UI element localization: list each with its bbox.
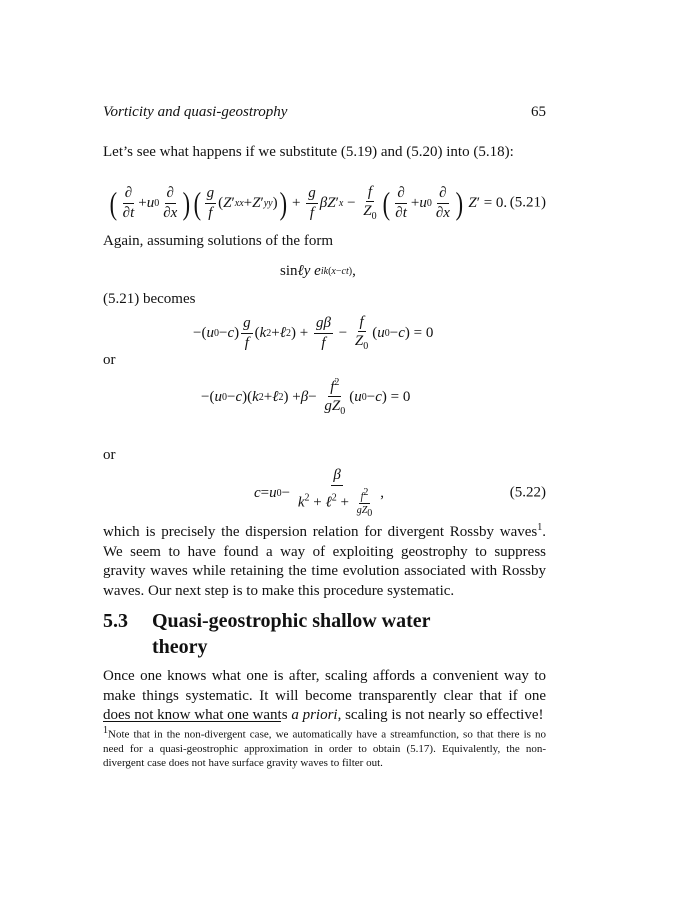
section-title: Quasi-geostrophic shallow water theory xyxy=(152,610,431,658)
equation-5-22: c = u 0 − β $k^2$ + ℓ$^2$ + $\frac{f^2}{gZ_0}$ , (5.22) xyxy=(254,467,546,519)
equation-intermediate-1: −( u 0 − c ) $\frac{g}{f}$ ( k 2 + ℓ 2 ) + $\frac{g\beta}{f}$ − $\frac{f}{Z_0}$ ( u 0 − c ) = 0 xyxy=(193,313,434,353)
footnote-reference-mark[interactable]: 1 xyxy=(537,522,543,533)
paragraph-scaling-emphasis: a priori xyxy=(291,707,338,723)
equation-5-21-number: (5.21) xyxy=(509,194,546,211)
text-or-2: or xyxy=(103,447,116,463)
paragraph-scaling xyxy=(103,667,546,726)
footnote xyxy=(103,724,546,770)
footnote-rule xyxy=(103,721,281,722)
paragraph-intro: Let’s see what happens if we substitute (5.19) and (5.20) into (5.18): xyxy=(103,144,514,160)
page-number: 65 xyxy=(531,104,546,120)
equation-intermediate-2: −( u 0 − c )( k 2 + ℓ 2 ) + β − $\frac{f^2}{gZ_0}$ ( u 0 − c ) = 0 xyxy=(201,376,411,418)
paragraph-becomes: (5.21) becomes xyxy=(103,291,196,307)
paragraph-dispersion xyxy=(103,518,546,601)
equation-solution-form: sin ℓy e ik(x−ct) , xyxy=(280,262,356,279)
footnote-text: Note that in the non-divergent case, we automatically have a streamfunction, so that there is no need for a quasi-geostrophic approximation in order to obtain (5.17). Equivalently, the non-divergent case does not have surface gravity waves to filter out. xyxy=(103,728,546,769)
paragraph-scaling-a: Once one knows what one is after, scaling affords a convenient way to make things systematic. It will become transparently clear that if one does not know what one wants xyxy=(103,668,546,723)
footnote-mark: 1 xyxy=(103,725,108,736)
paragraph-scaling-b: , scaling is not nearly so effective! xyxy=(337,707,544,723)
running-header-title: Vorticity and quasi-geostrophy xyxy=(103,104,288,120)
running-header xyxy=(103,104,546,121)
equation-5-21-body: ( $\frac{\partial}{\partial t}$ + u 0 $\frac{\partial}{\partial x}$ ) ( $\frac{g}{f}$ ( Z ′ xx + Z ′ yy ) ) + $\frac{g}{f}$ βZ ′ x − $\frac{f}{Z_0}$ ( $\frac{\partial}{\partial t}$ + u 0 $\frac{\partial}{\partial x}$ ) Z ′ = 0. xyxy=(109,183,508,223)
section-number: 5.3 xyxy=(103,610,128,632)
paragraph-assuming: Again, assuming solutions of the form xyxy=(103,233,333,249)
equation-5-22-number: (5.22) xyxy=(509,484,546,501)
paragraph-dispersion-rest: . We seem to have found a way of exploiting geostrophy to suppress gravity waves while retaining the time evolution associated with Rossby waves. Our next step is to make this procedure systematic. xyxy=(103,524,546,599)
text-or-1: or xyxy=(103,352,116,368)
equation-5-21 xyxy=(103,180,546,226)
paragraph-dispersion-main: which is precisely the dispersion relation for divergent Rossby waves xyxy=(103,524,538,540)
